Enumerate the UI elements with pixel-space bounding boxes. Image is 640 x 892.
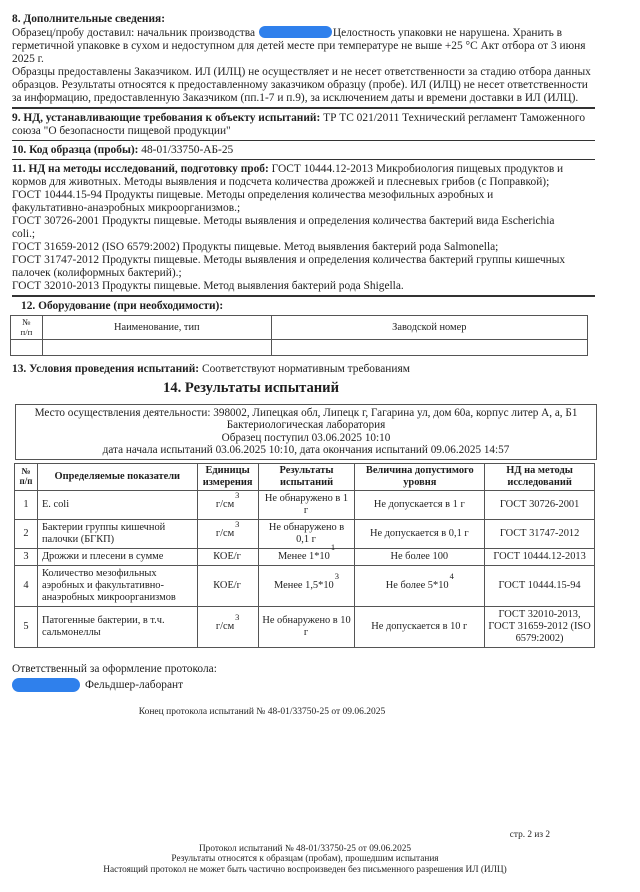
redaction-block-name (259, 26, 332, 38)
equipment-col-num: № п/п (11, 316, 43, 340)
results-col-indicator: Определяемые показатели (37, 463, 197, 490)
row-num: 1 (15, 490, 38, 519)
section11-line: факультативно-анаэробных микроорганизмов.; (12, 202, 241, 214)
signature-role: Фельдшер-лаборант (85, 678, 184, 691)
section12-heading: 12. Оборудование (при необходимости): (21, 300, 224, 312)
section13-text: Соответствуют нормативным требованиям (201, 363, 410, 375)
row-indicator: E. coli (37, 490, 197, 519)
section-11-methods (12, 163, 595, 297)
row-indicator: Бактерии группы кишечной палочки (БГКП) (37, 519, 197, 548)
section11-line: ГОСТ 30726-2001 Продукты пищевые. Методы выявления и определения количества бактерий вида Escherichia (12, 215, 555, 227)
row-allowed: Не допускается в 1 г (355, 490, 485, 519)
row-indicator: Патогенные бактерии, в т.ч. сальмонеллы (37, 606, 197, 647)
row-indicator: Дрожжи и плесени в сумме (37, 548, 197, 565)
section13-label: 13. Условия проведения испытаний: (12, 363, 200, 375)
results-col-num: № п/п (15, 463, 38, 490)
page-number: стр. 2 из 2 (509, 829, 550, 840)
section10-label: 10. Код образца (пробы): (12, 144, 139, 156)
test-dates-line: дата начала испытаний 03.06.2025 10:10, дата окончания испытаний 09.06.2025 14:57 (102, 444, 510, 457)
section8-delivery-before: Образец/пробу доставил: начальник производства (12, 27, 256, 39)
row-method: ГОСТ 30726-2001 (485, 490, 595, 519)
row-units: КОЕ/г (197, 548, 258, 565)
results-col-result: Результаты испытаний (258, 463, 355, 490)
section-10-sample-code (12, 144, 595, 160)
redaction-block-signature (12, 678, 80, 692)
results-col-units: Единицы измерения (197, 463, 258, 490)
footer-results-line: Результаты относятся к образцам (пробам), прошедшим испытания (171, 854, 439, 865)
page-footer (12, 830, 598, 876)
result-row-5 (15, 606, 595, 647)
section8-delivery-note (12, 26, 595, 66)
section11-line-text: ГОСТ 10444.12-2013 Микробиология пищевых продуктов и (271, 163, 564, 175)
lab-name-line: Бактериологическая лаборатория (226, 419, 386, 432)
lab-address-line: Место осуществления деятельности: 398002, Липецкая обл, Липецк г, Гагарина ул, дом 60а, корпус литер А, а, Б1 (34, 407, 578, 419)
row-method: ГОСТ 10444.12-2013 (485, 548, 595, 565)
section8-heading: 8. Дополнительные сведения: (12, 13, 165, 25)
section10-code: 48-01/33750-АБ-25 (141, 144, 234, 156)
results-header-row (15, 463, 595, 490)
results-col-allowed: Величина допустимого уровня (355, 463, 485, 490)
row-method: ГОСТ 32010-2013, ГОСТ 31659-2012 (ISO 6579:2002) (485, 606, 595, 647)
footer-protocol-line: Протокол испытаний № 48-01/33750-25 от 09.06.2025 (198, 843, 412, 854)
signature-label: Ответственный за оформление протокола: (12, 662, 217, 675)
row-units: КОЕ/г (197, 565, 258, 606)
row-indicator: Количество мезофильных аэробных и факультативно-анаэробных микроорганизмов (37, 565, 197, 606)
section9-text: ТР ТС 021/2011 Технический регламент Таможенного союза "О безопасности пищевой продукции" (12, 112, 586, 137)
results-col-method: НД на методы исследований (485, 463, 595, 490)
section11-line (12, 163, 595, 176)
equipment-empty-cell (42, 340, 271, 356)
section11-line: ГОСТ 32010-2013 Продукты пищевые. Метод выявления бактерий рода Shigella. (12, 280, 404, 292)
row-result: Не обнаружено в 1 г (258, 490, 355, 519)
row-result: Менее $1,5*10^3$ (258, 565, 355, 606)
row-method: ГОСТ 10444.15-94 (485, 565, 595, 606)
results-table (14, 463, 595, 648)
section-9-requirements (12, 112, 595, 141)
section11-line: ГОСТ 31747-2012 Продукты пищевые. Методы выявления и определения количества бактерий группы кишечных (12, 254, 566, 266)
row-num: 3 (15, 548, 38, 565)
result-row-3 (15, 548, 595, 565)
row-num: 5 (15, 606, 38, 647)
section8-samples-note: Образцы предоставлены Заказчиком. ИЛ (ИЛЦ) не осуществляет и не несет ответственности за стадию отбора данных образцов. Результаты относятся к предоставленному заказчиком образцу (пробе). ИЛ (ИЛЦ) не несет ответственности за информацию, предоставленную Заказчиком (пп.1-7 и п.9), за исключением даты и времени доставки в ИЛ (ИЛЦ). (12, 66, 591, 104)
equipment-col-name: Наименование, тип (42, 316, 271, 340)
result-row-1 (15, 490, 595, 519)
row-allowed: Не более 100 (355, 548, 485, 565)
result-row-2 (15, 519, 595, 548)
equipment-table-header-row (11, 316, 588, 340)
section11-line: кормов для животных. Методы выявления и подсчета количества дрожжей и плесневых грибов (с Поправкой); (12, 176, 550, 188)
row-num: 2 (15, 519, 38, 548)
row-num: 4 (15, 565, 38, 606)
section-8-additional-info (12, 13, 595, 109)
section14-title: 14. Результаты испытаний (163, 380, 339, 396)
row-result: Менее $1*10^1$ (258, 548, 355, 565)
section11-line: ГОСТ 31659-2012 (ISO 6579:2002) Продукты пищевые. Метод выявления бактерий рода Salmonella; (12, 241, 499, 253)
equipment-empty-row (11, 340, 588, 356)
section11-label: 11. НД на методы исследований, подготовку проб: (12, 163, 269, 175)
row-allowed: Не более $5*10^4$ (355, 565, 485, 606)
row-units: $г/см^3$ (197, 606, 258, 647)
end-of-protocol-note: Конец протокола испытаний № 48-01/33750-25 от 09.06.2025 (138, 706, 386, 717)
row-method: ГОСТ 31747-2012 (485, 519, 595, 548)
section11-line: coli.; (12, 228, 36, 240)
equipment-table (10, 315, 588, 356)
sample-received-line: Образец поступил 03.06.2025 10:10 (221, 431, 391, 444)
section-13-conditions (12, 363, 595, 376)
footer-copyright-line: Настоящий протокол не может быть частично воспроизведен без письменного разрешения ИЛ (ИЛЦ) (103, 865, 507, 876)
section9-label: 9. НД, устанавливающие требования к объекту испытаний: (12, 112, 321, 124)
section11-line: палочек (колиформных бактерий).; (12, 267, 182, 279)
row-allowed: Не допускается в 0,1 г (355, 519, 485, 548)
signature-line (12, 678, 595, 692)
row-units: $г/см^3$ (197, 519, 258, 548)
row-result: Не обнаружено в 10 г (258, 606, 355, 647)
lab-info-box (15, 404, 597, 460)
section11-line: ГОСТ 10444.15-94 Продукты пищевые. Методы определения количества мезофильных аэробных и (12, 189, 494, 201)
equipment-empty-cell (271, 340, 587, 356)
equipment-empty-cell (11, 340, 43, 356)
row-units: $г/см^3$ (197, 490, 258, 519)
section8-delivery-after: Целостность упаковки не нарушена. Хранить в герметичной упаковке в сухом и недоступном для детей месте при температуре не выше +25 °C Акт отбора от 3 июня 2025 г. (12, 27, 586, 65)
row-allowed: Не допускается в 10 г (355, 606, 485, 647)
equipment-col-serial: Заводской номер (271, 316, 587, 340)
row-result: Не обнаружено в 0,1 г (258, 519, 355, 548)
result-row-4 (15, 565, 595, 606)
